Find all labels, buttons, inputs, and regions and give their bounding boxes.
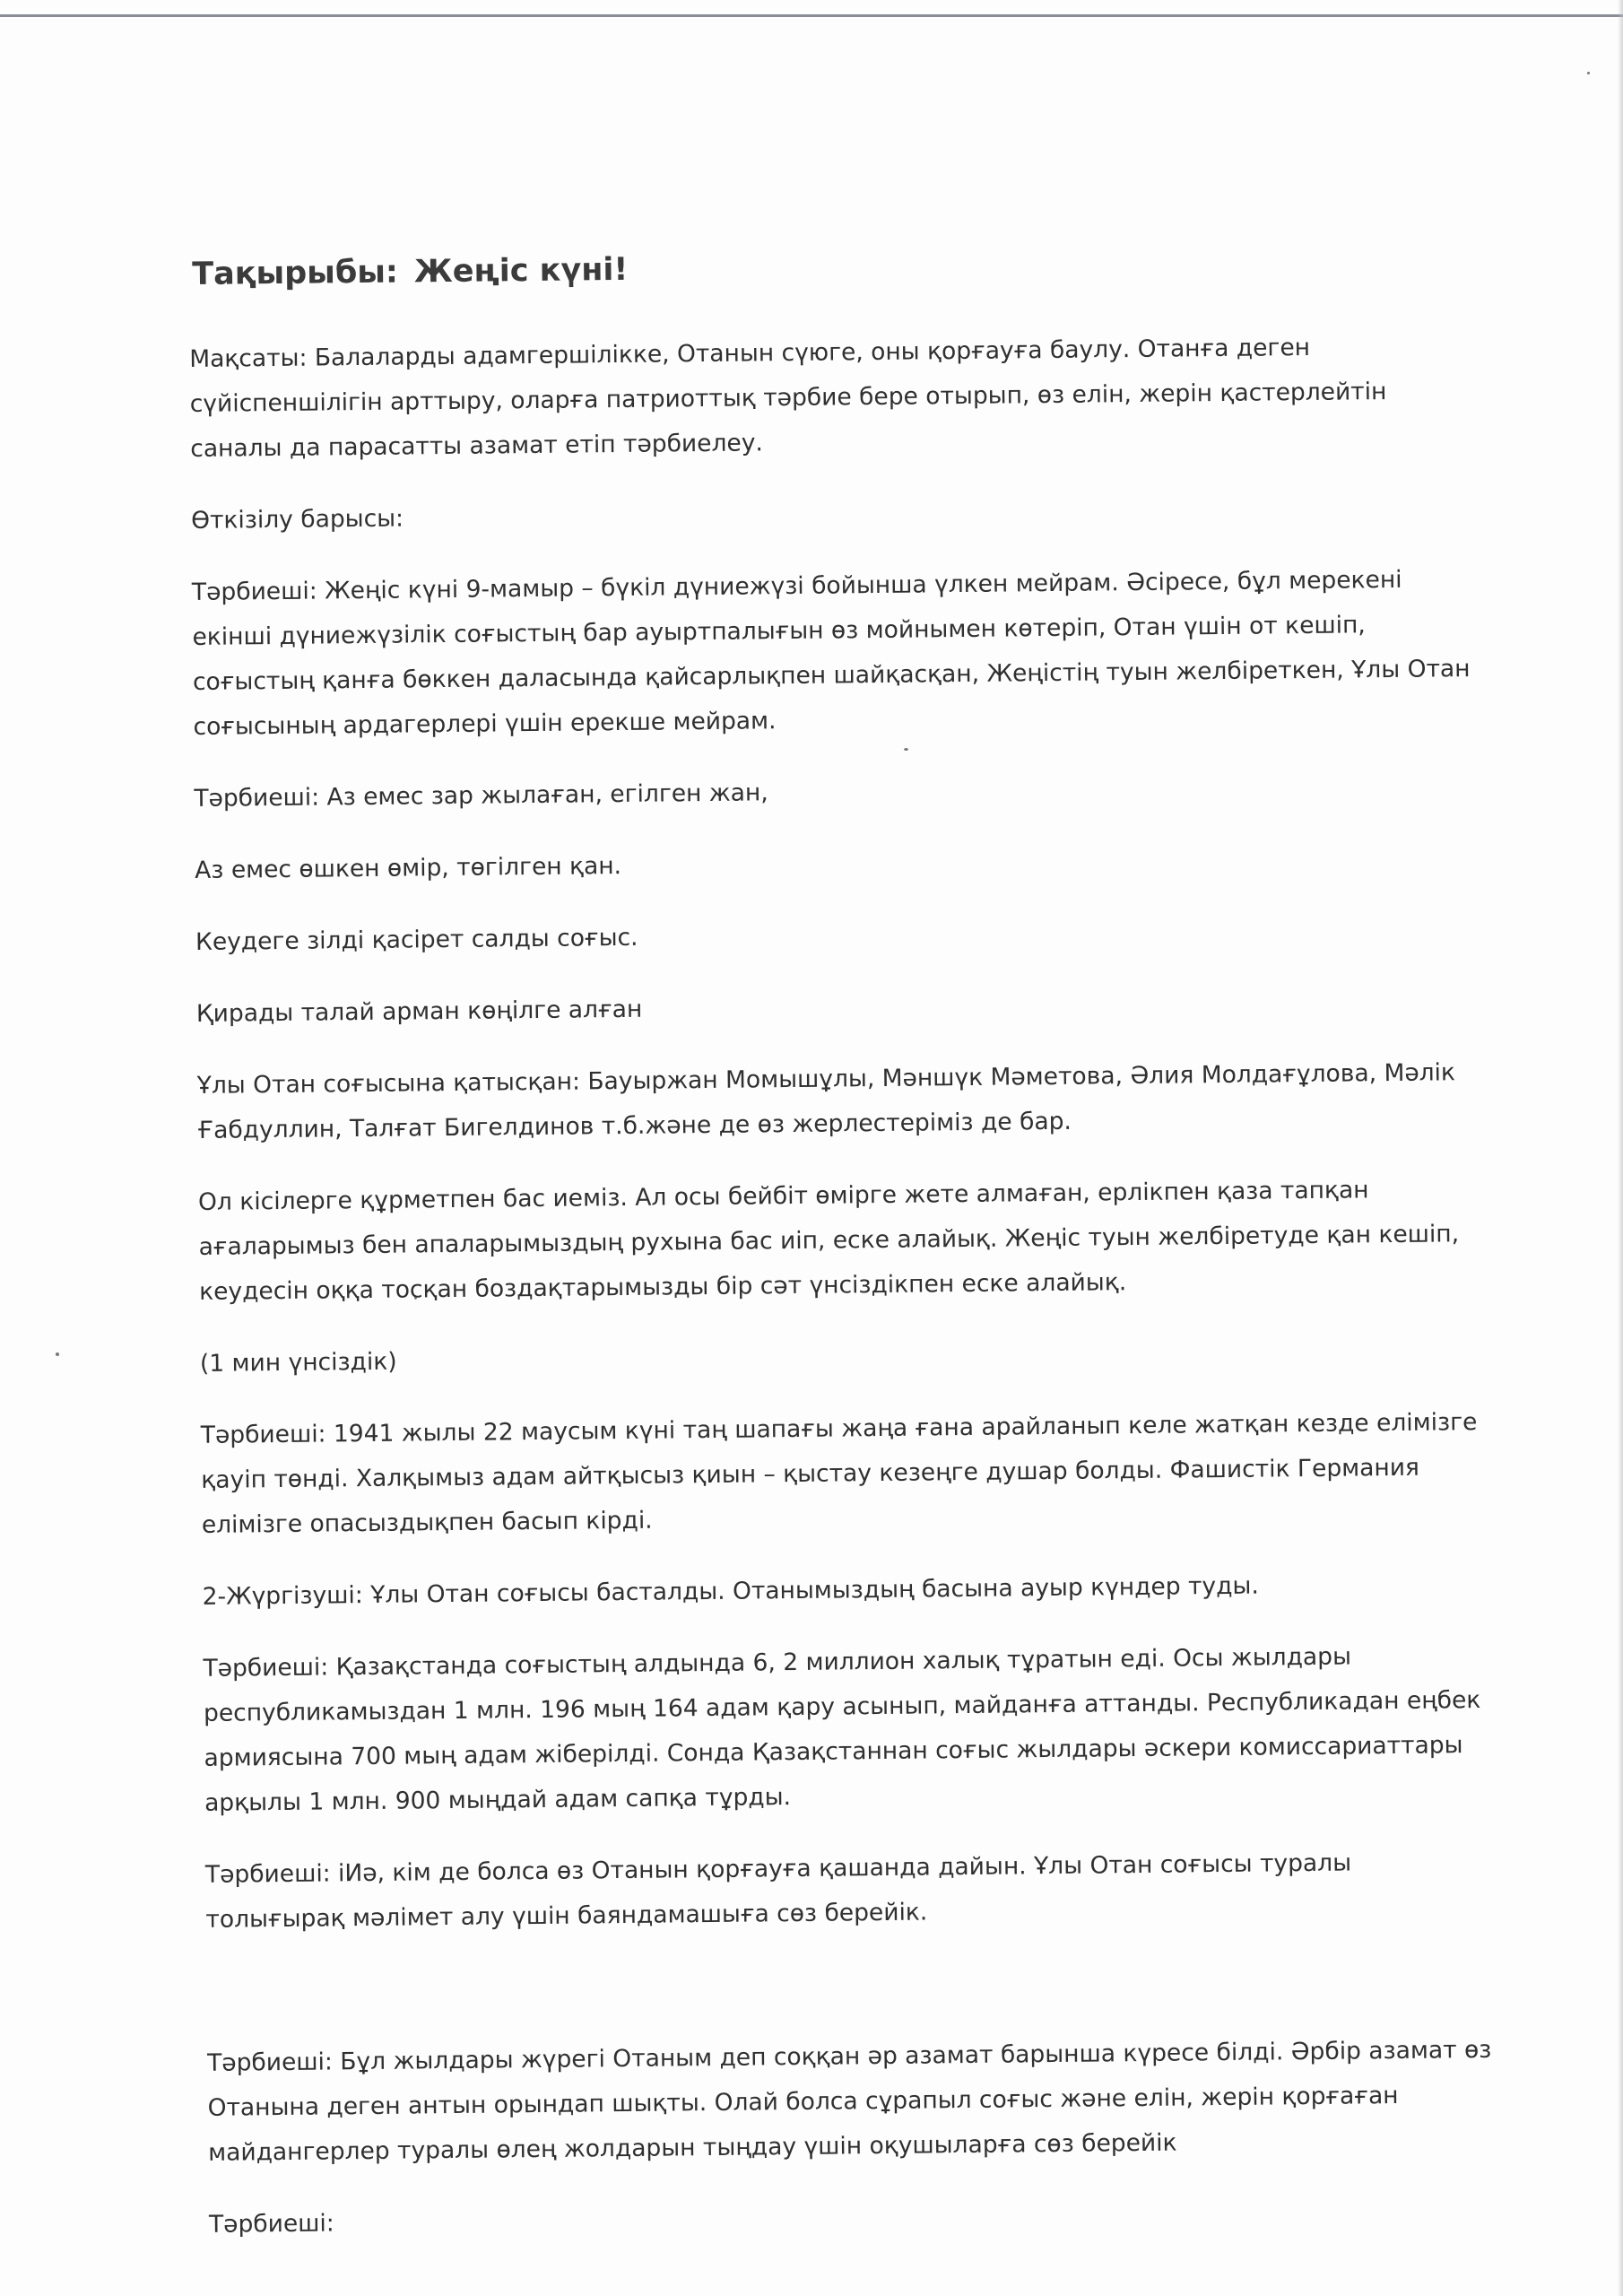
poem-line-1: Тәрбиеші: Аз емес зар жылаған, егілген жан, [194, 778, 768, 813]
title-label: Тақырыбы: [192, 254, 399, 292]
poem-line-3: Кеудеге зілді қасірет салды соғыс. [195, 923, 638, 956]
teacher-paragraph-poems: Тәрбиеші: Бұл жылдары жүрегі Отаным деп соққан әр азамат барынша күресе білді. Әрбір азамат өз Отанына деген антын орындап шықты. Олай болса сұрапыл соғыс және елін, жерін қорғаған майдангерлер туралы өлең жолдарын тыңдау үшін оқушыларға сөз берейік [206, 2035, 1492, 2167]
scan-speck [56, 1352, 59, 1356]
procedure-heading: Өткізілу барысы: [190, 504, 404, 535]
poem-line-2: Аз емес өшкен өмір, төгілген қан. [195, 851, 622, 884]
presenter-2-paragraph: 2-Жүргізуші: Ұлы Отан соғысы басталды. Отанымыздың басына ауыр күндер туды. [202, 1571, 1259, 1611]
title-value: Жеңіс күні! [413, 251, 629, 291]
scan-right-edge [1618, 0, 1623, 2296]
tribute-paragraph: Ол кісілерге құрметпен бас иеміз. Ал осы бейбіт өмірге жете алмаған, ерлікпен қаза тапқан ағаларымыз бен апаларымыздың рухына бас иіп, еске алайық. Жеңіс туын желбіретуде қан кешіп, кеудесін оққа тосқан боздақтарымызды бір сәт үнсіздікпен еске алайық. [197, 1176, 1460, 1306]
document-page [188, 239, 1501, 2274]
teacher-paragraph-kazakhstan: Тәрбиеші: Қазақстанда соғыстың алдында 6, 2 миллион халық тұратын еді. Осы жылдары республикамыздан 1 млн. 196 мың 164 адам қару асынып, майданға аттанды. Республикадан еңбек армиясына 700 мың адам жіберілді. Сонда Қазақстаннан соғыс жылдары әскери комиссариаттары арқылы 1 млн. 900 мыңдай адам сапқа тұрды. [203, 1642, 1481, 1817]
heroes-paragraph: Ұлы Отан соғысына қатысқан: Бауыржан Момышұлы, Мәншүк Мәметова, Әлия Молдағұлова, Мәлік Ғабдуллин, Талғат Бигелдинов т.б.және де өз жерлестеріміз де бар. [196, 1058, 1456, 1144]
scan-speck [1587, 72, 1590, 74]
goal-paragraph: Мақсаты: Балаларды адамгершілікке, Отанын сүюге, оны қорғауға баулу. Отанға деген сүйіспеншілігін арттыру, оларға патриоттық тәрбие бере отырып, өз елін, жерін қастерлейтін саналы да парасатты азамат етіп тәрбиелеу. [189, 333, 1387, 463]
poem-line-4: Қирады талай арман көңілге алған [195, 995, 643, 1028]
document-title [192, 239, 1480, 296]
teacher-paragraph-speaker: Тәрбиеші: іИә, кім де болса өз Отанын қорғауға қашанда дайын. Ұлы Отан соғысы туралы толығырақ мәлімет алу үшін баяндамашыға сөз берейік. [204, 1848, 1352, 1934]
teacher-paragraph-1941: Тәрбиеші: 1941 жылы 22 маусым күні таң шапағы жаңа ғана арайланып келе жатқан кезде елімізге қауіп төнді. Халқымыз адам айтқысыз қиын – қыстау кезеңге душар болды. Фашистік Германия елімізге опасыздықпен басып кірді. [200, 1408, 1478, 1539]
teacher-final-label: Тәрбиеші: [208, 2209, 334, 2239]
silence-note: (1 мин үнсіздік) [199, 1347, 397, 1378]
scan-top-border [0, 14, 1623, 17]
teacher-paragraph-victory-day: Тәрбиеші: Жеңіс күні 9-мамыр – бүкіл дүниежүзі бойынша үлкен мейрам. Әсіресе, бұл мерекені екінші дүниежүзілік соғыстың бар ауыртпалығын өз мойнымен көтеріп, Отан үшін от кешіп, соғыстың қанға бөккен даласында қайсарлықпен шайқасқан, Жеңістің туын желбіреткен, Ұлы Отан соғысының ардагерлері үшін ерекше мейрам. [191, 565, 1471, 741]
